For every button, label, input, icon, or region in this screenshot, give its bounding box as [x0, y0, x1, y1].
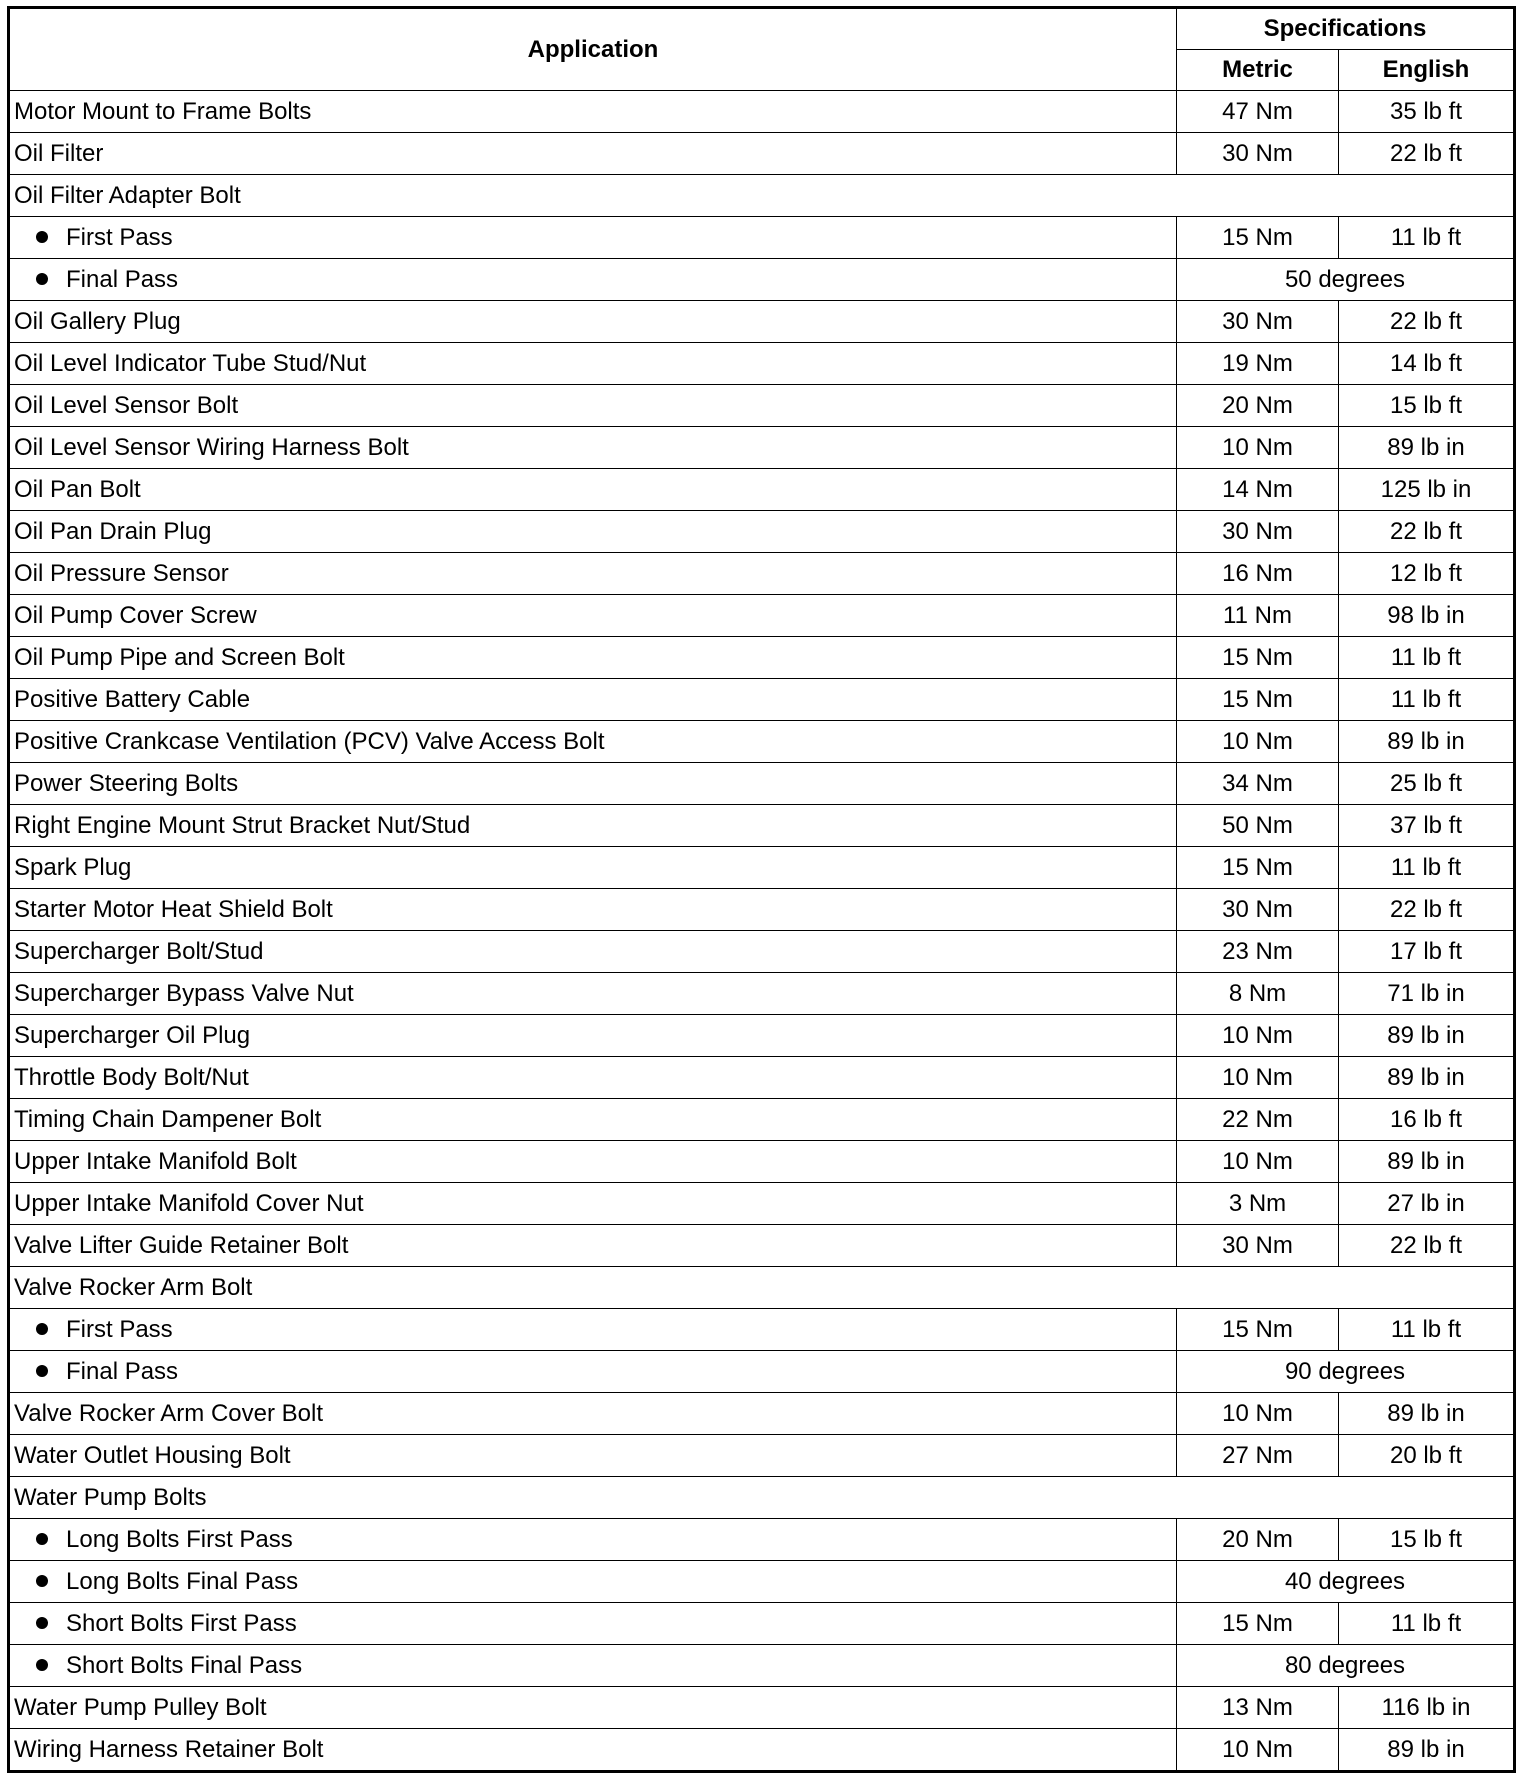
application-cell [9, 1141, 1177, 1183]
table-row [9, 1183, 1515, 1225]
metric-cell: 22 Nm [1177, 1099, 1339, 1141]
application-cell [9, 427, 1177, 469]
application-label: Oil Level Sensor Bolt [14, 391, 239, 419]
header-metric: Metric [1177, 50, 1339, 91]
application-cell [9, 553, 1177, 595]
application-cell [9, 679, 1177, 721]
application-cell [9, 805, 1177, 847]
english-cell: 11 lb ft [1339, 847, 1515, 889]
english-cell: 27 lb in [1339, 1183, 1515, 1225]
metric-cell: 10 Nm [1177, 1015, 1339, 1057]
application-label: Oil Level Sensor Wiring Harness Bolt [14, 433, 409, 461]
english-cell: 20 lb ft [1339, 1435, 1515, 1477]
table-subrow [9, 1645, 1515, 1687]
table-row [9, 1141, 1515, 1183]
table-row [9, 1225, 1515, 1267]
application-cell [9, 1435, 1177, 1477]
application-label: Wiring Harness Retainer Bolt [14, 1735, 324, 1763]
table-row [9, 91, 1515, 133]
application-label: Oil Pump Cover Screw [14, 601, 257, 629]
bullet-icon [36, 1323, 48, 1335]
application-label: Power Steering Bolts [14, 769, 239, 797]
metric-cell: 20 Nm [1177, 385, 1339, 427]
table-subrow [9, 259, 1515, 301]
table-group-row [9, 1267, 1515, 1309]
table-row [9, 805, 1515, 847]
application-label: Supercharger Bolt/Stud [14, 937, 264, 965]
bullet-icon [36, 1659, 48, 1671]
english-cell: 125 lb in [1339, 469, 1515, 511]
application-label: Valve Rocker Arm Cover Bolt [14, 1399, 323, 1427]
header-application: Application [9, 8, 1177, 91]
english-cell: 35 lb ft [1339, 91, 1515, 133]
application-label: Timing Chain Dampener Bolt [14, 1105, 322, 1133]
angle-spec-cell: 80 degrees [1177, 1645, 1515, 1687]
table-subrow [9, 1351, 1515, 1393]
table-row [9, 1099, 1515, 1141]
metric-cell: 10 Nm [1177, 427, 1339, 469]
metric-cell: 14 Nm [1177, 469, 1339, 511]
metric-cell: 10 Nm [1177, 1057, 1339, 1099]
metric-cell: 34 Nm [1177, 763, 1339, 805]
english-cell: 71 lb in [1339, 973, 1515, 1015]
application-label: Starter Motor Heat Shield Bolt [14, 895, 333, 923]
application-label: Oil Pan Drain Plug [14, 517, 212, 545]
application-label: Positive Battery Cable [14, 685, 251, 713]
application-cell [9, 343, 1177, 385]
metric-cell: 15 Nm [1177, 847, 1339, 889]
english-cell: 17 lb ft [1339, 931, 1515, 973]
application-label: First Pass [66, 1315, 173, 1343]
metric-cell: 30 Nm [1177, 889, 1339, 931]
application-cell [9, 1687, 1177, 1729]
application-cell [9, 259, 1177, 301]
table-row [9, 469, 1515, 511]
table-subrow [9, 1603, 1515, 1645]
torque-spec-table [7, 6, 1516, 1773]
metric-cell: 20 Nm [1177, 1519, 1339, 1561]
english-cell: 22 lb ft [1339, 301, 1515, 343]
application-cell [9, 637, 1177, 679]
application-label: Upper Intake Manifold Cover Nut [14, 1189, 364, 1217]
metric-cell: 15 Nm [1177, 217, 1339, 259]
metric-cell: 30 Nm [1177, 1225, 1339, 1267]
table-row [9, 427, 1515, 469]
metric-cell: 27 Nm [1177, 1435, 1339, 1477]
english-cell: 16 lb ft [1339, 1099, 1515, 1141]
english-cell: 25 lb ft [1339, 763, 1515, 805]
table-header [9, 8, 1515, 91]
metric-cell: 16 Nm [1177, 553, 1339, 595]
table-subrow [9, 1561, 1515, 1603]
english-cell: 89 lb in [1339, 1393, 1515, 1435]
application-label: Oil Filter [14, 139, 104, 167]
application-label: Short Bolts Final Pass [66, 1651, 303, 1679]
application-label: Valve Lifter Guide Retainer Bolt [14, 1231, 349, 1259]
application-label: Oil Pressure Sensor [14, 559, 229, 587]
table-row [9, 637, 1515, 679]
table-row [9, 553, 1515, 595]
bullet-icon [36, 1365, 48, 1377]
application-cell [9, 1057, 1177, 1099]
english-cell: 98 lb in [1339, 595, 1515, 637]
application-cell [9, 1099, 1177, 1141]
application-label: Motor Mount to Frame Bolts [14, 97, 312, 125]
table-row [9, 511, 1515, 553]
table-row [9, 385, 1515, 427]
table-group-row [9, 1477, 1515, 1519]
table-row [9, 763, 1515, 805]
table-row [9, 595, 1515, 637]
bullet-icon [36, 1533, 48, 1545]
table-row [9, 931, 1515, 973]
table-row [9, 133, 1515, 175]
application-label: Final Pass [66, 265, 179, 293]
table-row [9, 847, 1515, 889]
table-subrow [9, 1309, 1515, 1351]
table-row [9, 1729, 1515, 1772]
application-label: Oil Pan Bolt [14, 475, 141, 503]
application-cell [9, 1183, 1177, 1225]
application-label: Oil Gallery Plug [14, 307, 181, 335]
application-label: Throttle Body Bolt/Nut [14, 1063, 249, 1091]
application-cell [9, 1729, 1177, 1772]
bullet-icon [36, 273, 48, 285]
application-cell [9, 1561, 1177, 1603]
english-cell: 22 lb ft [1339, 133, 1515, 175]
application-cell [9, 763, 1177, 805]
application-cell [9, 721, 1177, 763]
table-row [9, 721, 1515, 763]
application-label: Oil Level Indicator Tube Stud/Nut [14, 349, 367, 377]
application-cell [9, 1519, 1177, 1561]
table-row [9, 1057, 1515, 1099]
table-row [9, 1687, 1515, 1729]
metric-cell: 15 Nm [1177, 679, 1339, 721]
application-label: Upper Intake Manifold Bolt [14, 1147, 297, 1175]
application-cell [9, 301, 1177, 343]
metric-cell: 50 Nm [1177, 805, 1339, 847]
angle-spec-cell: 90 degrees [1177, 1351, 1515, 1393]
table-row [9, 301, 1515, 343]
application-cell [9, 511, 1177, 553]
metric-cell: 15 Nm [1177, 1309, 1339, 1351]
english-cell: 11 lb ft [1339, 1603, 1515, 1645]
application-cell [9, 1645, 1177, 1687]
bullet-icon [36, 231, 48, 243]
english-cell: 22 lb ft [1339, 511, 1515, 553]
metric-cell: 10 Nm [1177, 1393, 1339, 1435]
angle-spec-cell: 40 degrees [1177, 1561, 1515, 1603]
table-subrow [9, 1519, 1515, 1561]
application-label: Right Engine Mount Strut Bracket Nut/Stud [14, 811, 471, 839]
application-cell [9, 1267, 1515, 1309]
application-cell [9, 847, 1177, 889]
english-cell: 22 lb ft [1339, 1225, 1515, 1267]
table-row [9, 679, 1515, 721]
metric-cell: 30 Nm [1177, 301, 1339, 343]
angle-spec-cell: 50 degrees [1177, 259, 1515, 301]
metric-cell: 47 Nm [1177, 91, 1339, 133]
application-label: Oil Pump Pipe and Screen Bolt [14, 643, 345, 671]
english-cell: 89 lb in [1339, 1729, 1515, 1772]
english-cell: 15 lb ft [1339, 385, 1515, 427]
metric-cell: 3 Nm [1177, 1183, 1339, 1225]
application-cell [9, 1309, 1177, 1351]
application-cell [9, 1015, 1177, 1057]
english-cell: 22 lb ft [1339, 889, 1515, 931]
application-label: Long Bolts First Pass [66, 1525, 293, 1553]
metric-cell: 13 Nm [1177, 1687, 1339, 1729]
english-cell: 12 lb ft [1339, 553, 1515, 595]
metric-cell: 19 Nm [1177, 343, 1339, 385]
table-group-row [9, 175, 1515, 217]
metric-cell: 30 Nm [1177, 133, 1339, 175]
metric-cell: 15 Nm [1177, 1603, 1339, 1645]
header-english: English [1339, 50, 1515, 91]
bullet-icon [36, 1617, 48, 1629]
application-cell [9, 1393, 1177, 1435]
application-cell [9, 931, 1177, 973]
english-cell: 15 lb ft [1339, 1519, 1515, 1561]
english-cell: 11 lb ft [1339, 217, 1515, 259]
application-label: Water Outlet Housing Bolt [14, 1441, 291, 1469]
metric-cell: 30 Nm [1177, 511, 1339, 553]
table-row [9, 973, 1515, 1015]
english-cell: 11 lb ft [1339, 679, 1515, 721]
english-cell: 116 lb in [1339, 1687, 1515, 1729]
application-cell [9, 889, 1177, 931]
english-cell: 89 lb in [1339, 427, 1515, 469]
torque-spec-sheet [7, 6, 1513, 1773]
english-cell: 89 lb in [1339, 1057, 1515, 1099]
table-row [9, 1015, 1515, 1057]
application-cell [9, 217, 1177, 259]
application-cell [9, 1351, 1177, 1393]
table-row [9, 1393, 1515, 1435]
header-specifications: Specifications [1177, 8, 1515, 50]
bullet-icon [36, 1575, 48, 1587]
table-subrow [9, 217, 1515, 259]
application-label: First Pass [66, 223, 173, 251]
english-cell: 89 lb in [1339, 1015, 1515, 1057]
english-cell: 11 lb ft [1339, 1309, 1515, 1351]
metric-cell: 10 Nm [1177, 1141, 1339, 1183]
application-label: Spark Plug [14, 853, 132, 881]
application-label: Final Pass [66, 1357, 179, 1385]
metric-cell: 11 Nm [1177, 595, 1339, 637]
english-cell: 14 lb ft [1339, 343, 1515, 385]
application-cell [9, 595, 1177, 637]
english-cell: 37 lb ft [1339, 805, 1515, 847]
english-cell: 11 lb ft [1339, 637, 1515, 679]
metric-cell: 8 Nm [1177, 973, 1339, 1015]
english-cell: 89 lb in [1339, 721, 1515, 763]
application-cell [9, 385, 1177, 427]
metric-cell: 10 Nm [1177, 721, 1339, 763]
application-cell [9, 133, 1177, 175]
application-cell [9, 175, 1515, 217]
application-cell [9, 91, 1177, 133]
application-label: Water Pump Pulley Bolt [14, 1693, 267, 1721]
application-cell [9, 1225, 1177, 1267]
application-cell [9, 469, 1177, 511]
application-cell [9, 973, 1177, 1015]
application-label: Supercharger Oil Plug [14, 1021, 251, 1049]
application-label: Water Pump Bolts [14, 1483, 207, 1511]
application-label: Oil Filter Adapter Bolt [14, 181, 241, 209]
application-cell [9, 1603, 1177, 1645]
application-label: Long Bolts Final Pass [66, 1567, 299, 1595]
table-row [9, 889, 1515, 931]
application-cell [9, 1477, 1515, 1519]
application-label: Positive Crankcase Ventilation (PCV) Valve Access Bolt [14, 727, 605, 755]
table-row [9, 343, 1515, 385]
application-label: Short Bolts First Pass [66, 1609, 297, 1637]
table-row [9, 1435, 1515, 1477]
application-label: Supercharger Bypass Valve Nut [14, 979, 354, 1007]
application-label: Valve Rocker Arm Bolt [14, 1273, 253, 1301]
metric-cell: 10 Nm [1177, 1729, 1339, 1772]
metric-cell: 23 Nm [1177, 931, 1339, 973]
table-body [9, 91, 1515, 1772]
metric-cell: 15 Nm [1177, 637, 1339, 679]
english-cell: 89 lb in [1339, 1141, 1515, 1183]
